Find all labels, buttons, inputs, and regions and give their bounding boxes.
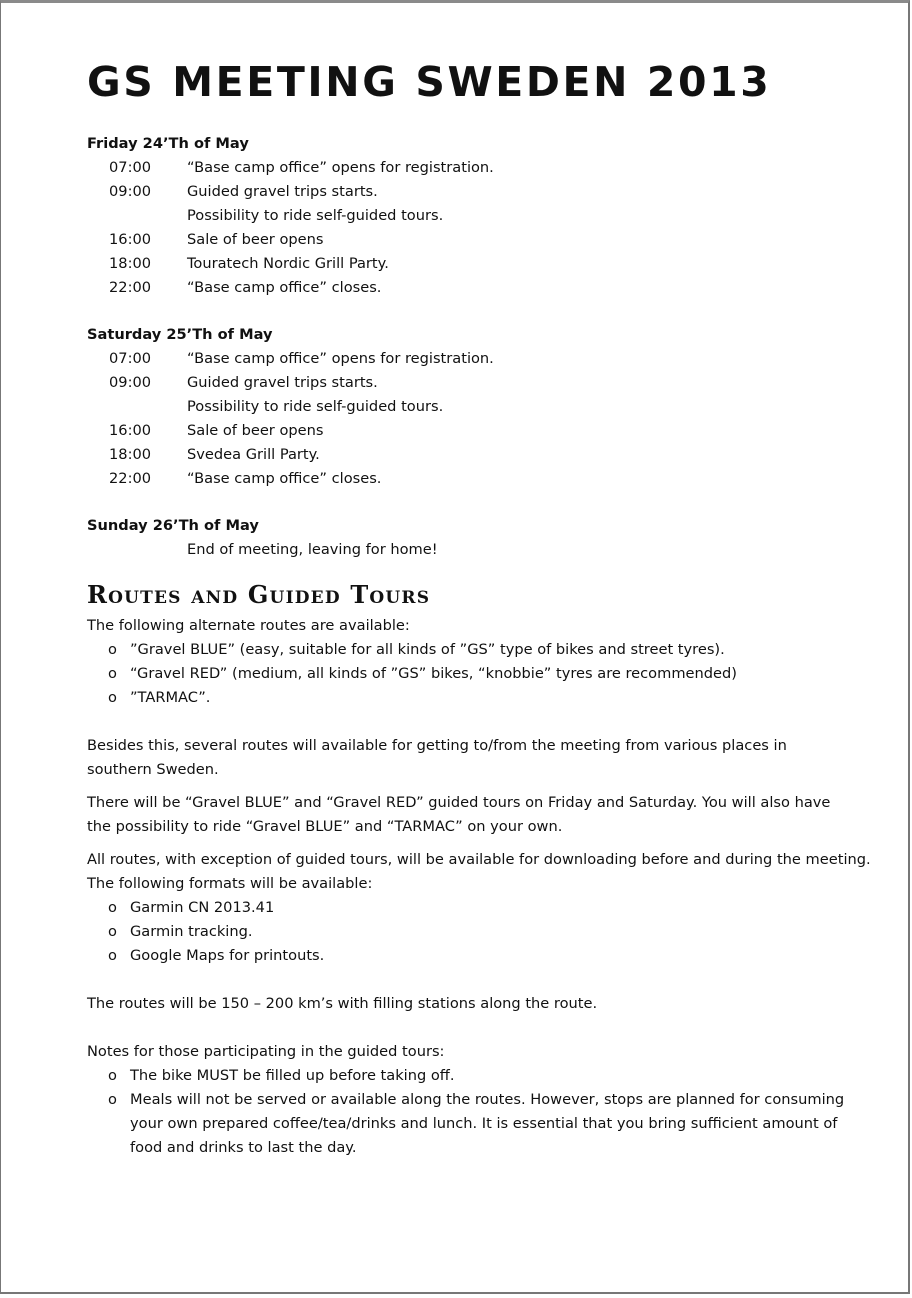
- paragraph-guided-tours: There will be “Gravel BLUE” and “Gravel RED” guided tours on Friday and Saturday. You will also have the possibility to ride “Gravel BLUE” and “TARMAC” on your own.: [87, 794, 831, 835]
- schedule-time: 09:00: [109, 183, 152, 200]
- schedule-text: “Base camp office” closes.: [187, 470, 382, 487]
- list-item: [87, 638, 847, 662]
- route-list: [87, 638, 847, 710]
- bullet-icon: o: [108, 1091, 117, 1108]
- schedule-time: 16:00: [109, 231, 152, 248]
- schedule-time: 09:00: [109, 374, 152, 391]
- list-item-text: ”TARMAC”.: [130, 689, 211, 706]
- day-heading: Friday 24’Th of May: [87, 135, 249, 152]
- schedule-saturday: [87, 323, 847, 491]
- section-heading-routes: Routes and Guided Tours: [87, 580, 431, 609]
- schedule-row: [87, 419, 847, 443]
- spacer: [87, 968, 847, 992]
- schedule-row: [87, 276, 847, 300]
- schedule-row: [87, 252, 847, 276]
- schedule-row: [87, 443, 847, 467]
- schedule-text: Guided gravel trips starts.: [187, 374, 378, 391]
- schedule-row: [87, 467, 847, 491]
- schedule-sunday: [87, 514, 847, 562]
- schedule-time: 22:00: [109, 470, 152, 487]
- schedule-text: Possibility to ride self-guided tours.: [187, 207, 444, 224]
- spacer: [87, 491, 847, 514]
- schedule-text: End of meeting, leaving for home!: [187, 541, 438, 558]
- list-item-text: The bike MUST be filled up before taking off.: [130, 1067, 455, 1084]
- schedule-time: 18:00: [109, 255, 152, 272]
- paragraph-formats-intro: The following formats will be available:: [87, 875, 373, 892]
- schedule-time: 07:00: [109, 350, 152, 367]
- list-item-text: Garmin CN 2013.41: [130, 899, 275, 916]
- list-item-text: “Gravel RED” (medium, all kinds of ”GS” bikes, “knobbie” tyres are recommended): [130, 665, 737, 682]
- list-item: [87, 920, 847, 944]
- schedule-row: [87, 204, 847, 228]
- document-body: [87, 58, 871, 1160]
- bullet-icon: o: [108, 899, 117, 916]
- list-item: [87, 1088, 847, 1160]
- schedule-row: [87, 395, 847, 419]
- schedule-text: Svedea Grill Party.: [187, 446, 320, 463]
- schedule-row: [87, 371, 847, 395]
- schedule-text: Sale of beer opens: [187, 231, 324, 248]
- schedule-list: [87, 347, 847, 491]
- paragraph-distance: The routes will be 150 – 200 km’s with filling stations along the route.: [87, 995, 598, 1012]
- list-item: [87, 896, 847, 920]
- schedule-text: Sale of beer opens: [187, 422, 324, 439]
- schedule-time: [87, 204, 187, 228]
- list-item-text: ”Gravel BLUE” (easy, suitable for all kinds of ”GS” type of bikes and street tyres).: [130, 641, 725, 658]
- day-heading: Sunday 26’Th of May: [87, 517, 259, 534]
- list-item: [87, 1064, 847, 1088]
- list-item-text: Garmin tracking.: [130, 923, 253, 940]
- bullet-icon: o: [108, 665, 117, 682]
- schedule-time: 22:00: [109, 279, 152, 296]
- list-item-text: Meals will not be served or available along the routes. However, stops are planned for consuming your own prepared coffee/tea/drinks and lunch. It is essential that you bring sufficient amount of food and drinks to last the day.: [130, 1091, 845, 1156]
- bullet-icon: o: [108, 923, 117, 940]
- schedule-time: [87, 395, 187, 419]
- schedule-text: “Base camp office” opens for registration.: [187, 350, 494, 367]
- bullet-icon: o: [108, 1067, 117, 1084]
- schedule-text: “Base camp office” closes.: [187, 279, 382, 296]
- bullet-icon: o: [108, 641, 117, 658]
- schedule-list: [87, 538, 847, 562]
- schedule-row: [87, 156, 847, 180]
- schedule-row: [87, 538, 847, 562]
- spacer: [87, 710, 847, 734]
- paragraph-downloads: All routes, with exception of guided tours, will be available for downloading before and during the meeting.: [87, 851, 871, 868]
- schedule-friday: [87, 132, 847, 300]
- bullet-icon: o: [108, 947, 117, 964]
- schedule-text: Touratech Nordic Grill Party.: [187, 255, 389, 272]
- routes-intro: The following alternate routes are available:: [87, 617, 410, 634]
- schedule-time: 18:00: [109, 446, 152, 463]
- schedule-text: Guided gravel trips starts.: [187, 183, 378, 200]
- notes-list: [87, 1064, 847, 1160]
- schedule-list: [87, 156, 847, 300]
- format-list: [87, 896, 847, 968]
- schedule-time: 07:00: [109, 159, 152, 176]
- paragraph-besides: Besides this, several routes will available for getting to/from the meeting from various places in southern Sweden.: [87, 737, 787, 778]
- bullet-icon: o: [108, 689, 117, 706]
- document-title: GS MEETING SWEDEN 2013: [87, 58, 772, 106]
- spacer: [87, 300, 847, 323]
- list-item: [87, 662, 847, 686]
- day-heading: Saturday 25’Th of May: [87, 326, 273, 343]
- schedule-time: 16:00: [109, 422, 152, 439]
- schedule-row: [87, 228, 847, 252]
- spacer: [87, 1016, 847, 1040]
- list-item-text: Google Maps for printouts.: [130, 947, 325, 964]
- schedule-text: “Base camp office” opens for registration.: [187, 159, 494, 176]
- schedule-row: [87, 347, 847, 371]
- list-item: [87, 944, 847, 968]
- schedule-time: [87, 538, 187, 562]
- list-item: [87, 686, 847, 710]
- paragraph-notes-intro: Notes for those participating in the guided tours:: [87, 1043, 445, 1060]
- schedule-row: [87, 180, 847, 204]
- schedule-text: Possibility to ride self-guided tours.: [187, 398, 444, 415]
